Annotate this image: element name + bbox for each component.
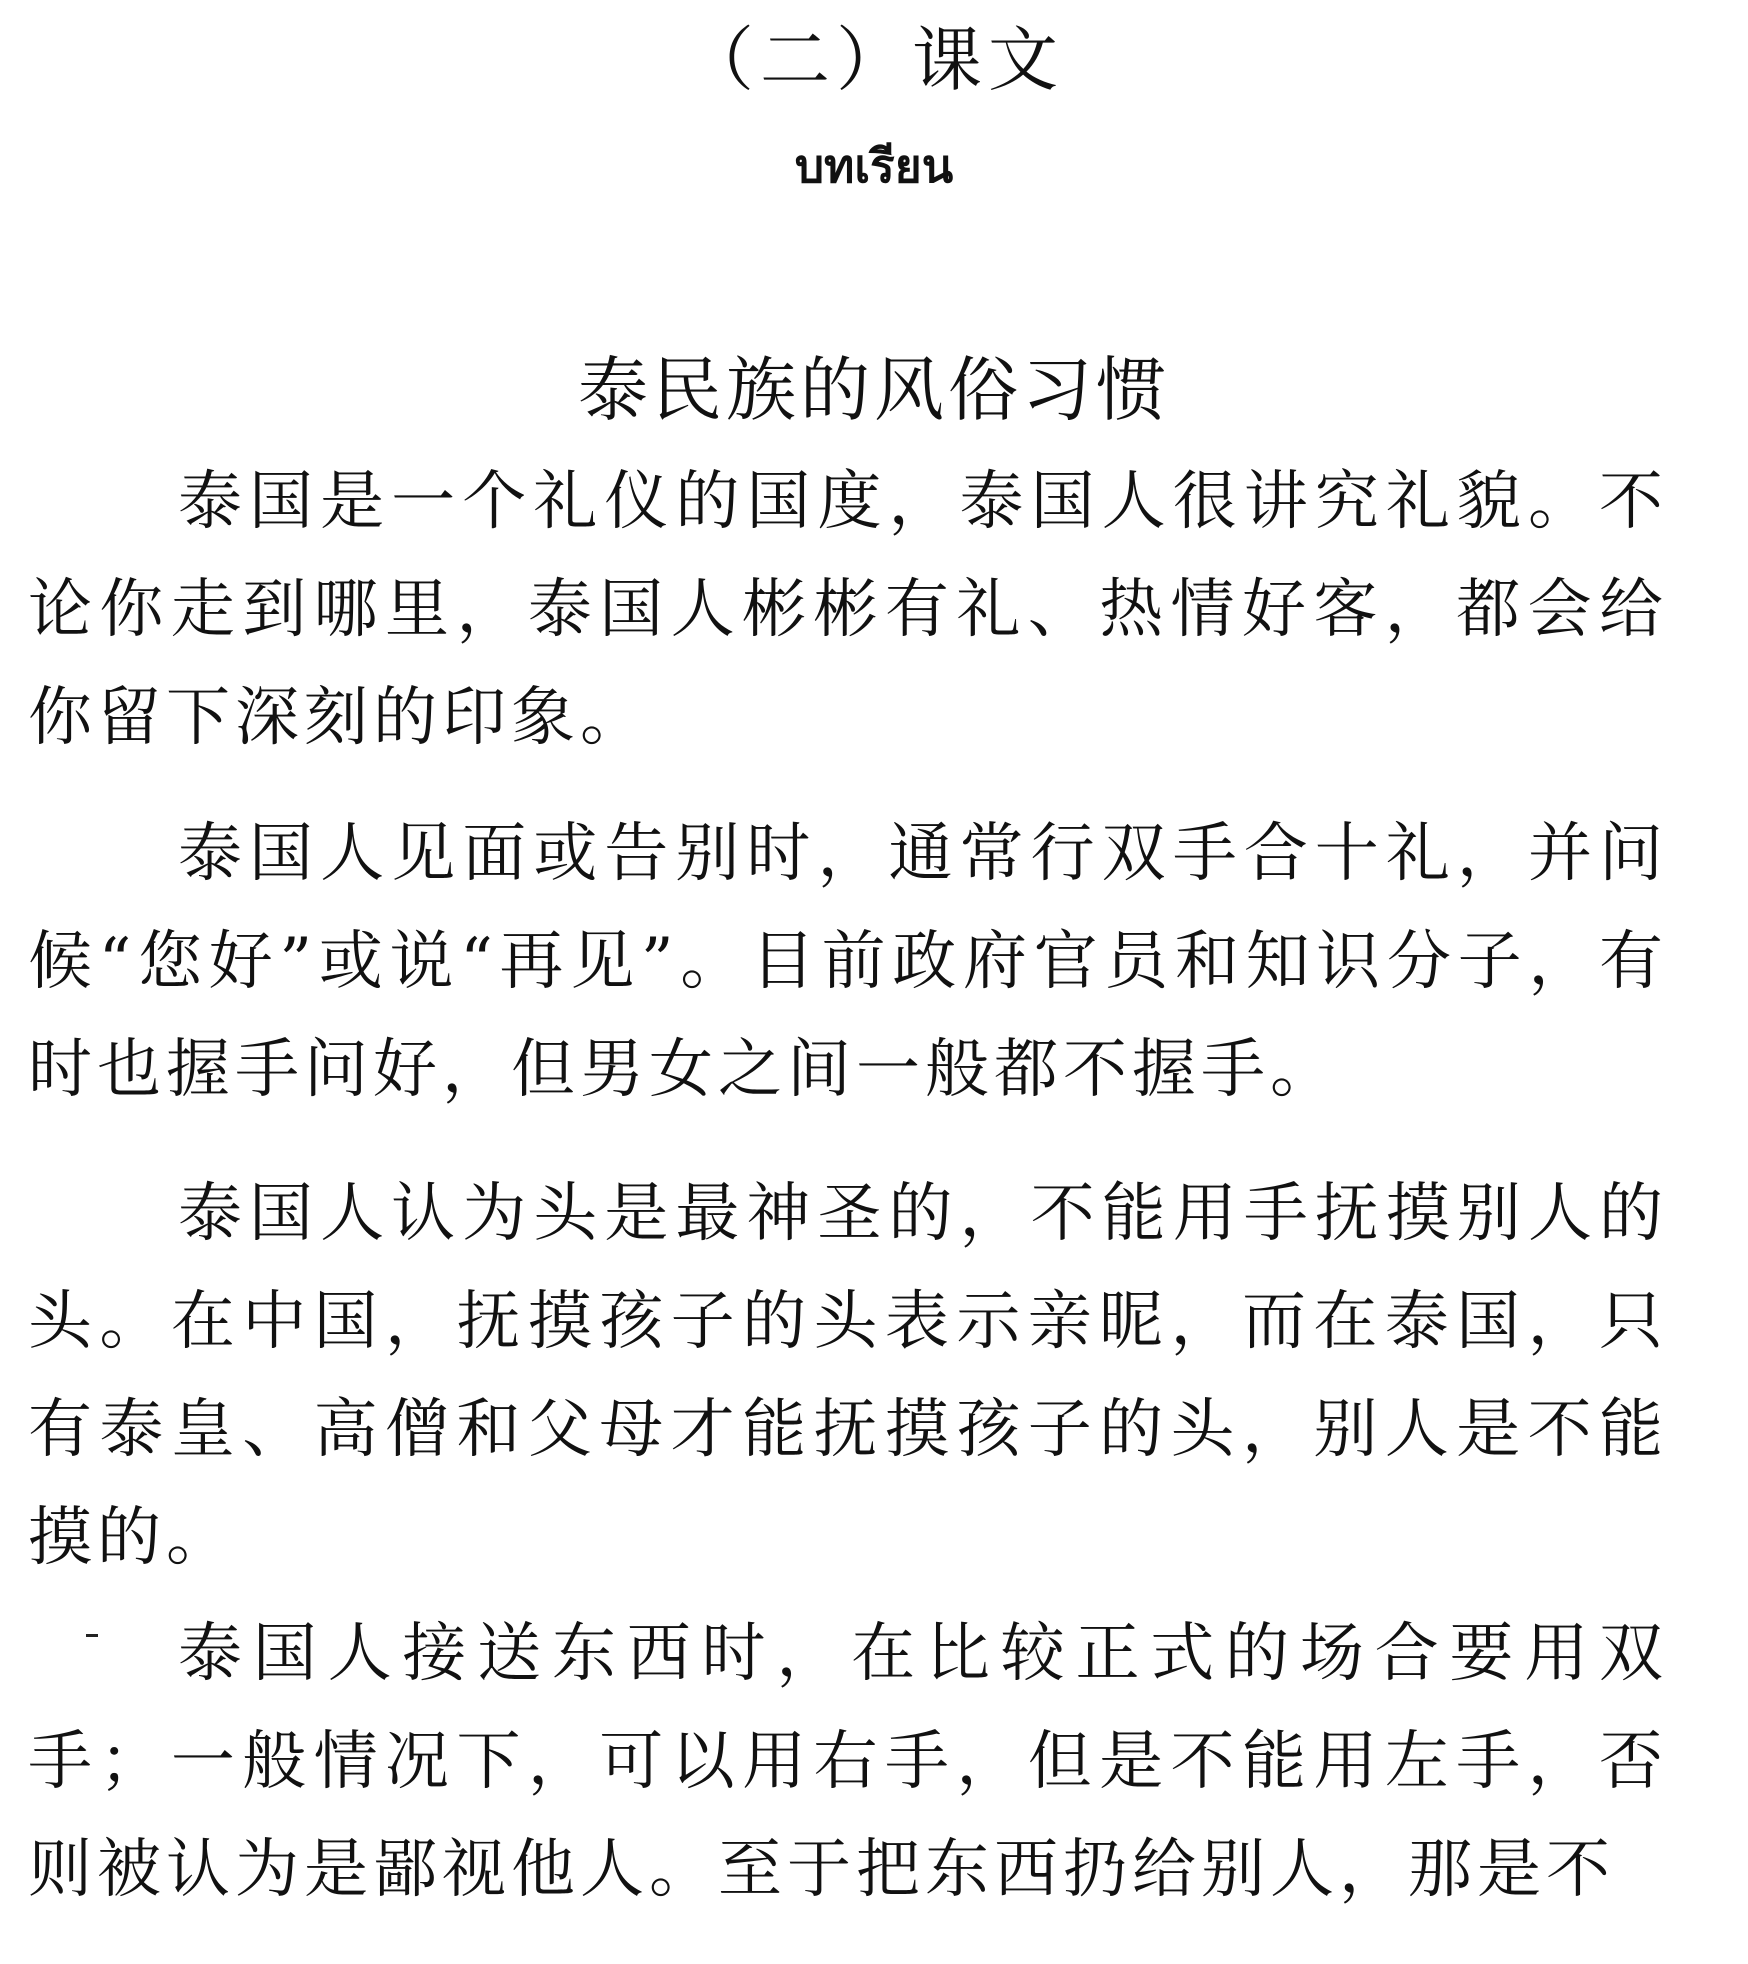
lesson-paragraph: 泰国人见面或告别时，通常行双手合十礼，并问候“您好”或说“再见”。目前政府官员和知识分子，有时也握手问好，但男女之间一般都不握手。 [28,817,1668,1107]
lesson-paragraph: 泰国是一个礼仪的国度，泰国人很讲究礼貌。不论你走到哪里，泰国人彬彬有礼、热情好客，都会给你留下深刻的印象。 [28,465,1668,755]
section-subheading-thai: บทเรียน [794,139,954,193]
lesson-title: 泰民族的风俗习惯 [578,349,1170,431]
section-heading: （二）课文 [684,19,1064,101]
lesson-paragraph: 泰国人认为头是最神圣的，不能用手抚摸别人的头。在中国，抚摸孩子的头表示亲昵，而在泰国，只有泰皇、高僧和父母才能抚摸孩子的头，别人是不能摸的。 [28,1177,1668,1575]
lesson-paragraph: 泰国人接送东西时，在比较正式的场合要用双手；一般情况下，可以用右手，但是不能用左手，否则被认为是鄙视他人。至于把东西扔给别人，那是不 [28,1617,1668,1907]
